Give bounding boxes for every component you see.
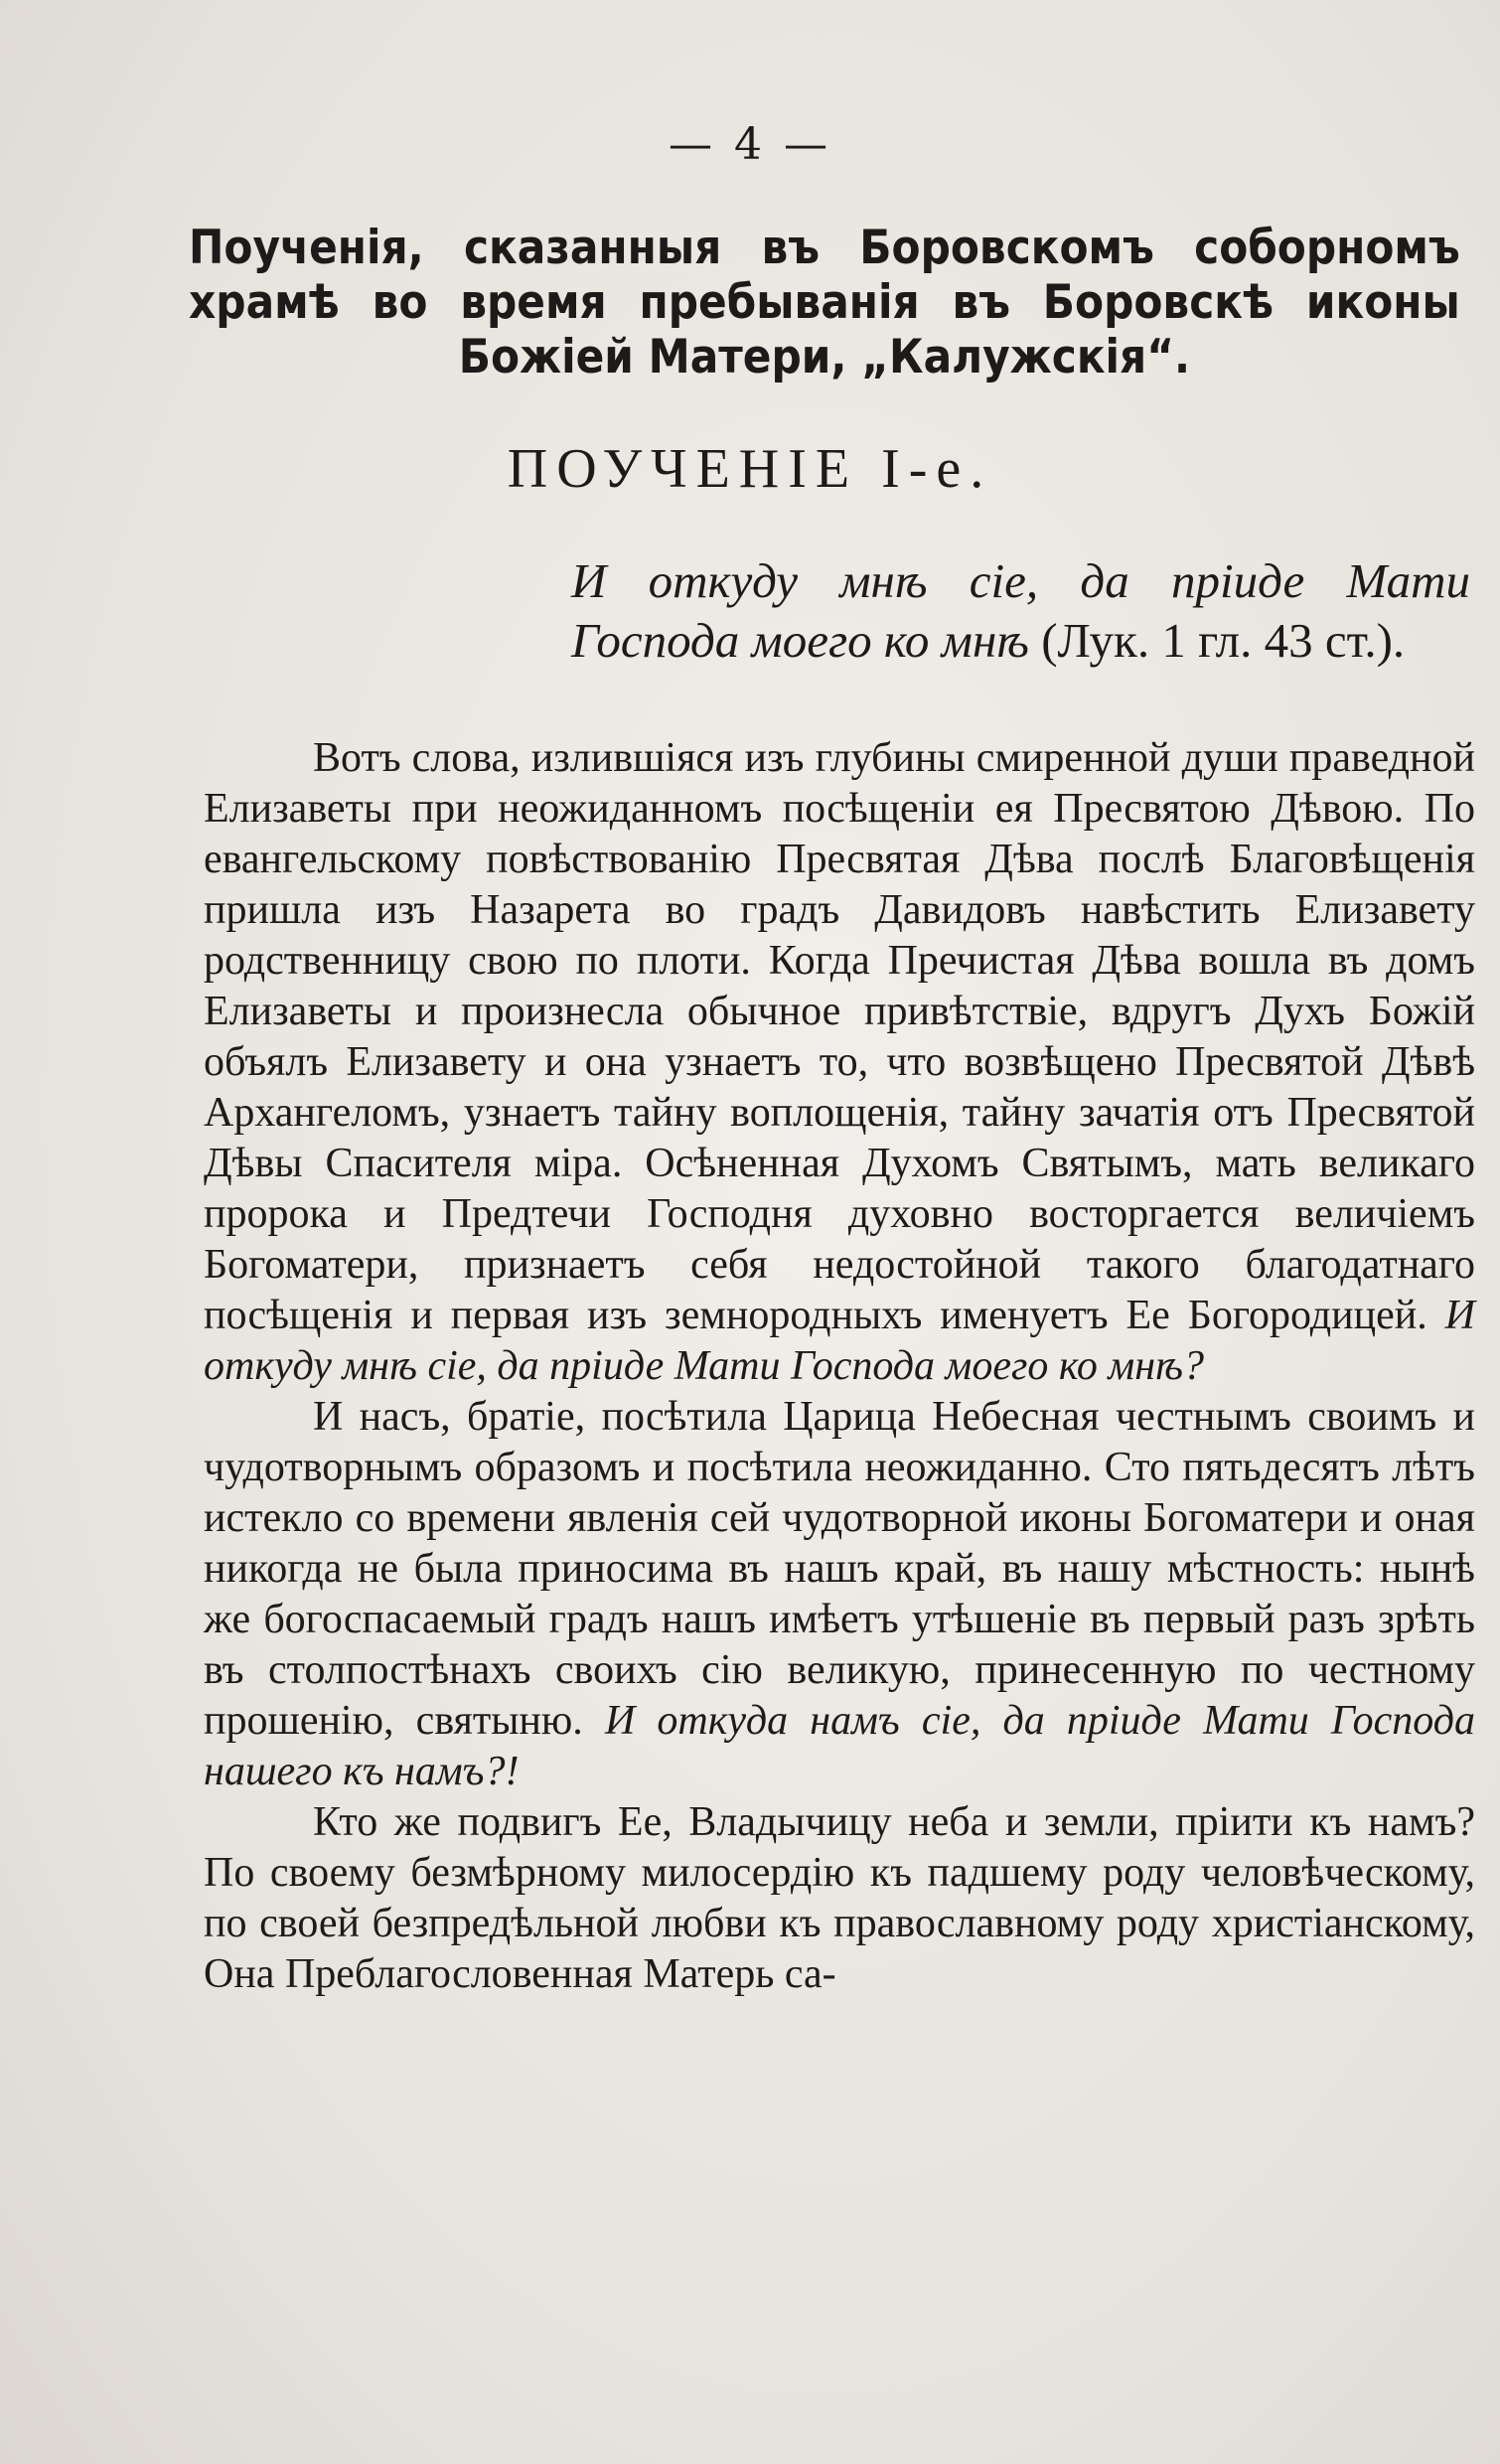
paragraph-1-text: Вотъ слова, излившіяся изъ глубины смиренной души праведной Елизаветы при неожиданномъ посѣщеніи ея Пресвятою Дѣвою. По евангельскому повѣствованію Пресвятая Дѣва послѣ Благовѣщенія пришла изъ Назарета во градъ Давидовъ навѣстить Елизавету родственницу свою по плоти. Когда Пречистая Дѣва вошла въ домъ Елизаветы и произнесла обычное привѣтствіе, вдругъ Духъ Божій объялъ Елизавету и она узнаетъ то, что возвѣщено Пресвятой Дѣвѣ Архангеломъ, узнаетъ тайну воплощенія, тайну зачатія отъ Пресвятой Дѣвы Спасителя міра. Осѣненная Духомъ Святымъ, мать великаго пророка и Предтечи Господня духовно восторгается величіемъ Богоматери, признаетъ себя недостойной такого благодатнаго посѣщенія и первая изъ земнородныхъ именуетъ Ее Богородицей. — [204, 735, 1475, 1338]
paragraph-2 — [204, 1392, 1475, 1797]
paragraph-3-text: Кто же подвигъ Ее, Владычицу неба и земли, пріити къ намъ? По своему безмѣрному милосердію къ падшему роду человѣческому, по своей безпредѣльной любви къ православному роду христіанскому, Она Преблагословенная Матерь са- — [204, 1799, 1475, 1997]
section-heading: Поученія, сказанныя въ Боровскомъ соборномъ храмѣ во время пребыванія въ Боровскѣ иконы Божіей Матери, „Калужскія“. — [189, 221, 1460, 385]
paragraph-1-quote: И откуду мнѣ сіе, да пріиде Мати Господа моего ко мнѣ? — [204, 1293, 1475, 1389]
epigraph-quote: И откуду мнѣ сіе, да пріиде Мати Господа моего ко мнѣ — [571, 553, 1470, 668]
epigraph-reference: (Лук. 1 гл. 43 ст.). — [1028, 613, 1406, 668]
body-text — [204, 733, 1475, 2000]
page-number: — 4 — — [669, 119, 831, 170]
paragraph-1 — [204, 733, 1475, 1392]
epigraph — [571, 551, 1470, 671]
paragraph-2-text: И насъ, братіе, посѣтила Царица Небесная честнымъ своимъ и чудотворнымъ образомъ и посѣтила неожиданно. Сто пятьдесятъ лѣтъ истекло со времени явленія сей чудотворной иконы Богоматери и оная никогда не была приносима въ нашъ край, въ нашу мѣстность: нынѣ же богоспасаемый градъ нашъ имѣетъ утѣшеніе въ первый разъ зрѣть въ столпостѣнахъ своихъ сію великую, принесенную по честному прошенію, святыню. — [204, 1394, 1475, 1744]
paragraph-2-quote: И откуда намъ сіе, да пріиде Мати Господа нашего къ намъ?! — [204, 1698, 1475, 1794]
sermon-title: ПОУЧЕНІЕ I-е. — [507, 438, 993, 500]
paragraph-3 — [204, 1797, 1475, 2000]
